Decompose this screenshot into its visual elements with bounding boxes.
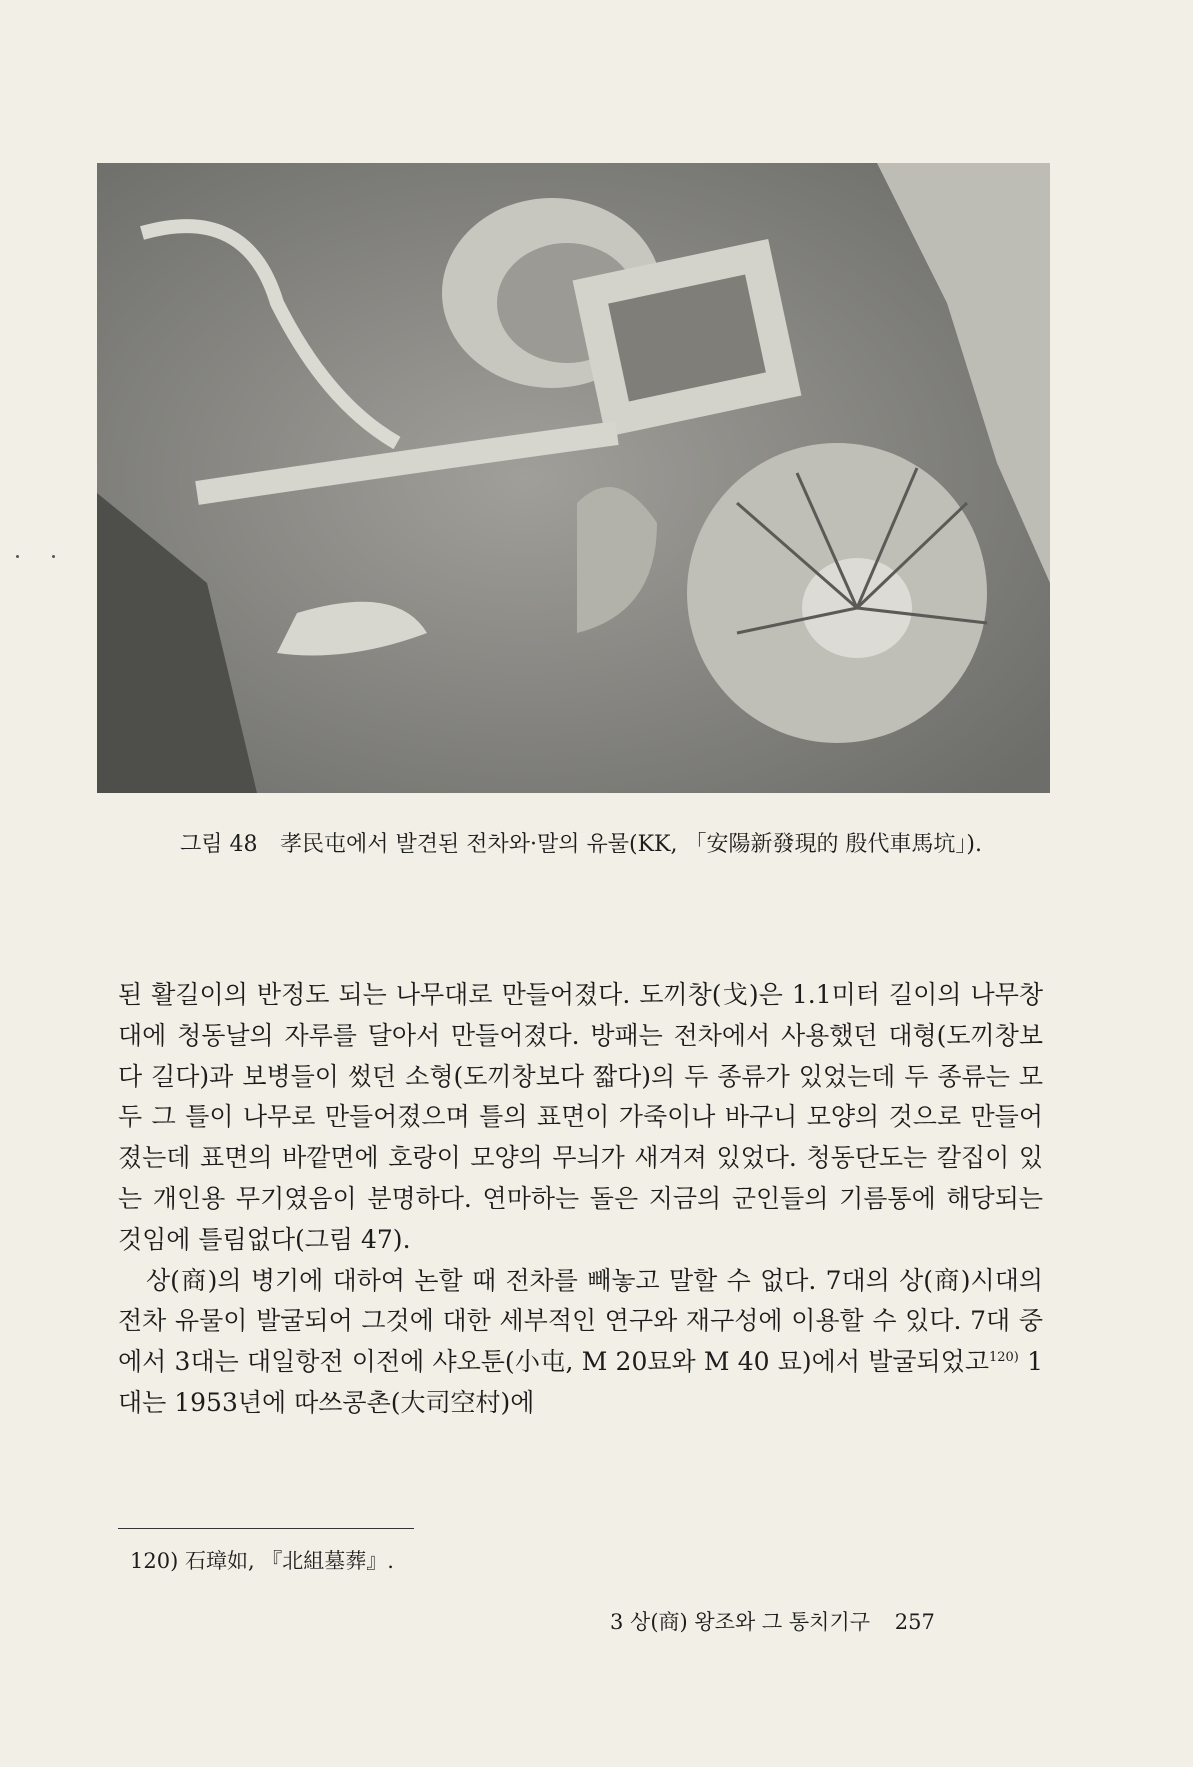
page-footer xyxy=(610,1607,935,1637)
scan-speck xyxy=(52,555,55,558)
paragraph-2 xyxy=(118,1261,1043,1424)
footnote-reference: 120) xyxy=(988,1350,1019,1366)
paragraph-2-text: 상(商)의 병기에 대하여 논할 때 전차를 빼놓고 말할 수 없다. 7대의 상(商)시대의 전차 유물이 발굴되어 그것에 대한 세부적인 연구와 재구성에 이용할 수 있다. 7대 중에서 3대는 대일항전 이전에 샤오툰(小屯, M 20묘와 M 40 묘)에서 발굴되었고 xyxy=(118,1265,1043,1377)
chariot-pit-image xyxy=(97,163,1050,793)
excavation-photo xyxy=(97,163,1050,793)
running-title: 3 상(商) 왕조와 그 통치기구 xyxy=(610,1610,871,1634)
footnote: 120) 石璋如, 『北組墓葬』. xyxy=(130,1549,394,1573)
figure-caption-text: 孝民屯에서 발견된 전차와·말의 유물(KK, 「安陽新發現的 殷代車馬坑」). xyxy=(280,832,983,857)
figure-label: 그림 48 xyxy=(180,832,258,857)
paragraph-2-continuation: 1대는 1953년에 따쓰콩촌(大司空村)에 xyxy=(118,1347,1043,1417)
footnote-divider xyxy=(118,1528,414,1529)
paragraph-1: 된 활길이의 반정도 되는 나무대로 만들어졌다. 도끼창(戈)은 1.1미터 길이의 나무창대에 청동날의 자루를 달아서 만들어졌다. 방패는 전차에서 사용했던 대형(도끼창보다 길다)과 보병들이 썼던 소형(도끼창보다 짧다)의 두 종류가 있었는데 두 종류는 모두 그 틀이 나무로 만들어졌으며 틀의 표면이 가죽이나 바구니 모양의 것으로 만들어졌는데 표면의 바깥면에 호랑이 모양의 무늬가 새겨져 있었다. 청동단도는 칼집이 있는 개인용 무기였음이 분명하다. 연마하는 돌은 지금의 군인들의 기름통에 해당되는 것임에 틀림없다(그림 47). xyxy=(118,980,1043,1254)
scan-speck xyxy=(16,555,19,558)
page-number: 257 xyxy=(894,1610,935,1634)
body-text xyxy=(118,975,1043,1424)
